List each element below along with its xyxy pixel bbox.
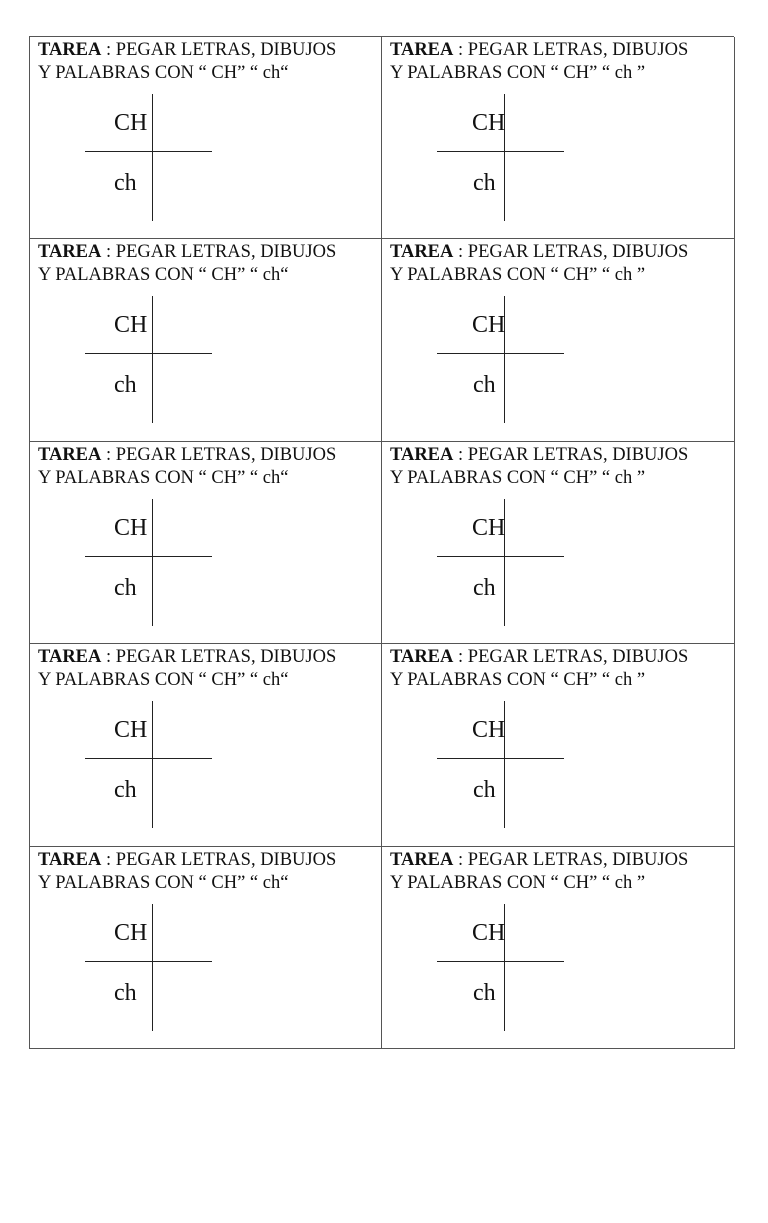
letter-cross-diagram xyxy=(85,296,212,423)
task-heading: TAREA xyxy=(390,647,454,668)
task-text-line1: : PEGAR LETRAS, DIBUJOS xyxy=(101,40,337,60)
task-text-line2: Y PALABRAS CON “ CH” “ ch ” xyxy=(390,467,646,488)
letter-cross-diagram xyxy=(85,499,212,626)
horizontal-divider xyxy=(85,151,212,152)
task-text-line2: Y PALABRAS CON “ CH” “ ch ” xyxy=(390,265,646,286)
uppercase-letters: CH xyxy=(114,514,148,541)
task-heading: TAREA xyxy=(38,444,102,465)
lowercase-letters: ch xyxy=(473,170,496,196)
task-card xyxy=(382,37,735,239)
uppercase-letters: CH xyxy=(472,110,506,136)
task-text-line1: : PEGAR LETRAS, DIBUJOS xyxy=(453,647,689,668)
worksheet-grid xyxy=(29,36,734,1049)
letter-cross-diagram xyxy=(85,701,212,828)
vertical-divider xyxy=(152,94,153,221)
task-card xyxy=(30,644,382,846)
letter-cross-diagram xyxy=(437,499,564,626)
horizontal-divider xyxy=(437,556,564,557)
uppercase-letters: CH xyxy=(114,110,148,136)
task-text-line1: : PEGAR LETRAS, DIBUJOS xyxy=(101,444,337,465)
task-text-line1: : PEGAR LETRAS, DIBUJOS xyxy=(453,849,689,870)
task-instruction xyxy=(38,39,377,85)
task-card xyxy=(382,442,735,644)
task-heading: TAREA xyxy=(38,242,102,263)
lowercase-letters: ch xyxy=(473,777,496,804)
task-card xyxy=(382,847,735,1049)
uppercase-letters: CH xyxy=(114,312,148,339)
task-instruction xyxy=(390,241,730,287)
horizontal-divider xyxy=(437,353,564,354)
task-instruction xyxy=(38,444,377,490)
task-text-line2: Y PALABRAS CON “ CH” “ ch“ xyxy=(38,872,289,893)
horizontal-divider xyxy=(437,758,564,759)
uppercase-letters: CH xyxy=(472,717,506,744)
vertical-divider xyxy=(152,701,153,828)
letter-cross-diagram xyxy=(437,904,564,1031)
uppercase-letters: CH xyxy=(114,919,148,946)
task-text-line2: Y PALABRAS CON “ CH” “ ch“ xyxy=(38,265,289,286)
task-heading: TAREA xyxy=(38,647,102,668)
task-card xyxy=(30,442,382,644)
task-text-line2: Y PALABRAS CON “ CH” “ ch“ xyxy=(38,63,289,83)
task-text-line2: Y PALABRAS CON “ CH” “ ch“ xyxy=(38,467,289,488)
task-instruction xyxy=(38,849,377,895)
task-card xyxy=(30,37,382,239)
task-card xyxy=(382,644,735,846)
task-instruction xyxy=(38,241,377,287)
vertical-divider xyxy=(152,904,153,1031)
uppercase-letters: CH xyxy=(472,514,506,541)
task-text-line2: Y PALABRAS CON “ CH” “ ch“ xyxy=(38,670,289,691)
task-heading: TAREA xyxy=(38,849,102,870)
task-card xyxy=(30,847,382,1049)
task-heading: TAREA xyxy=(390,40,454,60)
lowercase-letters: ch xyxy=(114,979,137,1006)
letter-cross-diagram xyxy=(85,94,212,221)
horizontal-divider xyxy=(85,556,212,557)
horizontal-divider xyxy=(85,961,212,962)
task-heading: TAREA xyxy=(390,849,454,870)
horizontal-divider xyxy=(85,353,212,354)
task-text-line1: : PEGAR LETRAS, DIBUJOS xyxy=(101,242,337,263)
lowercase-letters: ch xyxy=(114,170,137,196)
uppercase-letters: CH xyxy=(114,717,148,744)
lowercase-letters: ch xyxy=(114,574,137,601)
task-instruction xyxy=(390,444,730,490)
task-card xyxy=(382,239,735,441)
horizontal-divider xyxy=(437,151,564,152)
task-card xyxy=(30,239,382,441)
task-text-line1: : PEGAR LETRAS, DIBUJOS xyxy=(453,40,689,60)
letter-cross-diagram xyxy=(437,296,564,423)
letter-cross-diagram xyxy=(437,94,564,221)
task-text-line1: : PEGAR LETRAS, DIBUJOS xyxy=(101,647,337,668)
task-text-line2: Y PALABRAS CON “ CH” “ ch ” xyxy=(390,872,646,893)
lowercase-letters: ch xyxy=(114,372,137,399)
letter-cross-diagram xyxy=(437,701,564,828)
lowercase-letters: ch xyxy=(114,777,137,804)
horizontal-divider xyxy=(85,758,212,759)
task-heading: TAREA xyxy=(390,444,454,465)
lowercase-letters: ch xyxy=(473,372,496,399)
task-text-line1: : PEGAR LETRAS, DIBUJOS xyxy=(453,242,689,263)
task-text-line1: : PEGAR LETRAS, DIBUJOS xyxy=(101,849,337,870)
task-text-line1: : PEGAR LETRAS, DIBUJOS xyxy=(453,444,689,465)
task-instruction xyxy=(390,39,730,85)
vertical-divider xyxy=(152,499,153,626)
task-instruction xyxy=(38,646,377,692)
lowercase-letters: ch xyxy=(473,574,496,601)
task-text-line2: Y PALABRAS CON “ CH” “ ch ” xyxy=(390,63,646,83)
horizontal-divider xyxy=(437,961,564,962)
task-heading: TAREA xyxy=(390,242,454,263)
vertical-divider xyxy=(152,296,153,423)
uppercase-letters: CH xyxy=(472,312,506,339)
uppercase-letters: CH xyxy=(472,919,506,946)
task-heading: TAREA xyxy=(38,40,102,60)
task-text-line2: Y PALABRAS CON “ CH” “ ch ” xyxy=(390,670,646,691)
lowercase-letters: ch xyxy=(473,979,496,1006)
task-instruction xyxy=(390,646,730,692)
letter-cross-diagram xyxy=(85,904,212,1031)
task-instruction xyxy=(390,849,730,895)
